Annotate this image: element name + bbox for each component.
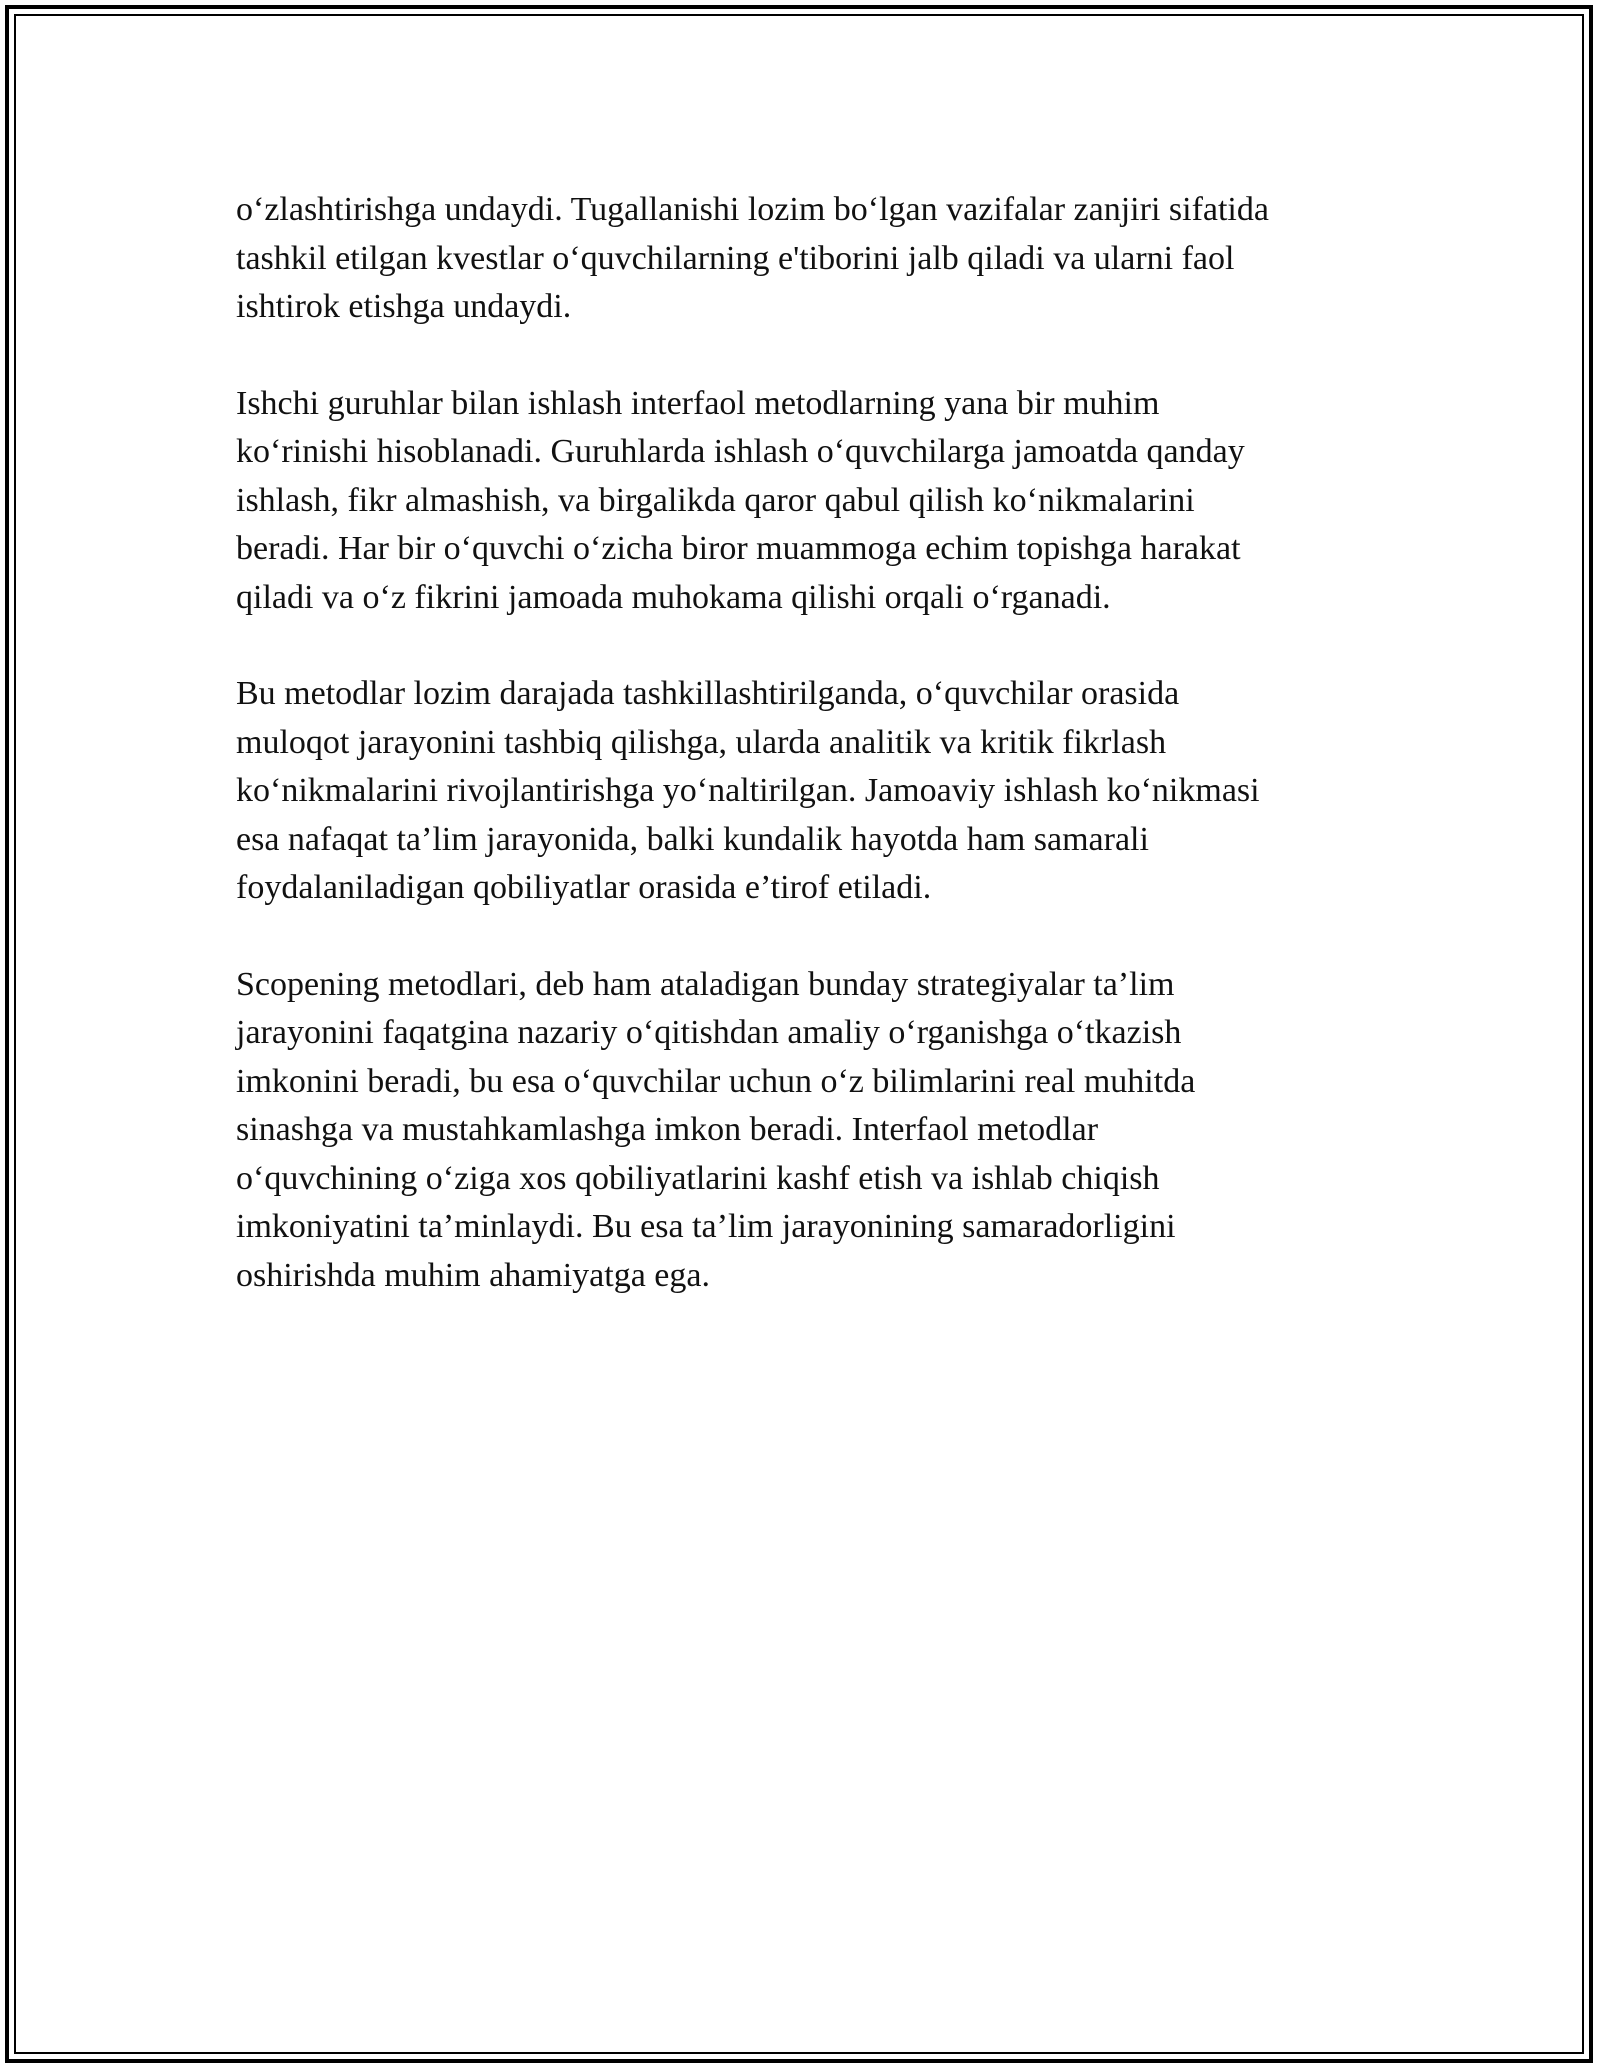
text-line: oshirishda muhim ahamiyatga ega. (236, 1256, 710, 1294)
text-line: qiladi va o‘z fikrini jamoada muhokama qilishi orqali o‘rganadi. (236, 578, 1111, 616)
text-line: jarayonini faqatgina nazariy o‘qitishdan amaliy o‘rganishga o‘tkazish (236, 1014, 1182, 1051)
text-line: tashkil etilgan kvestlar o‘quvchilarning e'tiborini jalb qiladi va ularni faol (236, 239, 1235, 277)
text-line: Bu metodlar lozim darajada tashkillashtirilganda, o‘quvchilar orasida (236, 675, 1180, 712)
text-line: Ishchi guruhlar bilan ishlash interfaol metodlarning yana bir muhim (236, 384, 1160, 422)
text-line: Scopening metodlari, deb ham ataladigan bunday strategiyalar ta’lim (236, 965, 1175, 1003)
text-line: o‘zlashtirishga undaydi. Tugallanishi lozim bo‘lgan vazifalar zanjiri sifatida (236, 191, 1269, 228)
text-line: ko‘rinishi hisoblanadi. Guruhlarda ishlash o‘quvchilarga jamoatda qanday (236, 433, 1245, 470)
paragraph (236, 380, 1366, 623)
paragraph (236, 186, 1366, 332)
text-line: beradi. Har bir o‘quvchi o‘zicha biror muammoga echim topishga harakat (236, 530, 1241, 567)
paragraph (236, 961, 1366, 1301)
text-line: sinashga va mustahkamlashga imkon beradi. Interfaol metodlar (236, 1111, 1099, 1148)
text-line: o‘quvchining o‘ziga xos qobiliyatlarini kashf etish va ishlab chiqish (236, 1159, 1160, 1197)
document-body (236, 186, 1366, 1348)
paragraph (236, 670, 1366, 913)
text-line: esa nafaqat ta’lim jarayonida, balki kundalik hayotda ham samarali (236, 820, 1149, 858)
text-line: ishtirok etishga undaydi. (236, 288, 572, 325)
text-line: muloqot jarayonini tashbiq qilishga, ularda analitik va kritik fikrlash (236, 723, 1167, 761)
text-line: foydalaniladigan qobiliyatlar orasida e’tirof etiladi. (236, 869, 932, 906)
text-line: ko‘nikmalarini rivojlantirishga yo‘naltirilgan. Jamoaviy ishlash ko‘nikmasi (236, 772, 1260, 809)
text-line: imkonini beradi, bu esa o‘quvchilar uchun o‘z bilimlarini real muhitda (236, 1062, 1196, 1100)
text-line: ishlash, fikr almashish, va birgalikda qaror qabul qilish ko‘nikmalarini (236, 481, 1195, 519)
text-line: imkoniyatini ta’minlaydi. Bu esa ta’lim jarayonining samaradorligini (236, 1208, 1176, 1245)
